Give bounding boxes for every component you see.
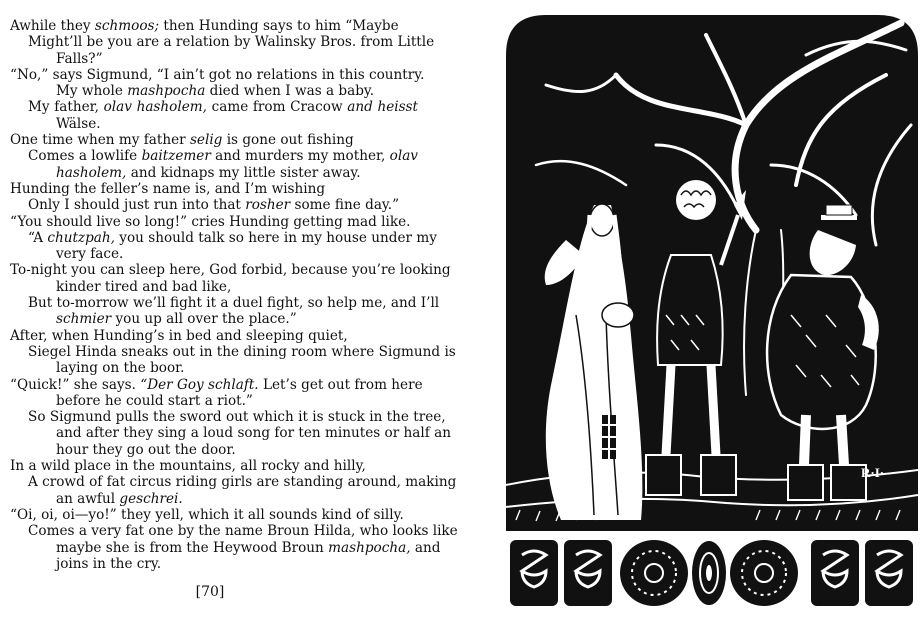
- poem-line: [10, 474, 457, 491]
- poem-line: [10, 83, 418, 99]
- text-segment: laying on the boor.: [56, 360, 185, 377]
- poem-line: [10, 523, 458, 540]
- text-segment: and: [410, 539, 441, 556]
- text-segment: “You should live so long!” cries Hunding getting mad like.: [10, 213, 411, 230]
- poem-line: [10, 507, 418, 523]
- poem-line: [10, 491, 418, 507]
- poem-line: [10, 409, 446, 426]
- poem-line: [10, 116, 418, 132]
- poem-line: [10, 197, 418, 213]
- text-segment: Let’s get out from here: [258, 376, 423, 393]
- poem-line: [10, 295, 440, 312]
- italic-phrase: schmoos;: [94, 18, 160, 34]
- text-segment: then Hunding says to him “Maybe: [159, 18, 399, 34]
- italic-phrase: selig: [189, 132, 223, 149]
- poem-line: [10, 229, 437, 246]
- text-segment: To-night you can sleep here, God forbid, because you’re looking: [10, 262, 451, 279]
- text-segment: and after they sing a loud song for ten minutes or half an: [56, 425, 451, 442]
- italic-phrase: olav: [389, 148, 418, 165]
- text-segment: Might’ll be you are a relation by Walinsky Bros. from Little: [28, 34, 435, 51]
- text-segment: maybe she is from the Heywood Broun: [56, 539, 329, 556]
- text-segment: joins in the cry.: [56, 555, 162, 572]
- poem-line: [10, 18, 418, 34]
- poem-line: [10, 279, 418, 295]
- text-segment: Only I should just run into that: [28, 197, 246, 214]
- text-segment: very face.: [56, 246, 124, 263]
- italic-phrase: mashpocha: [127, 83, 206, 100]
- text-segment: Awhile they: [10, 18, 95, 34]
- poem-line: [10, 132, 418, 148]
- poem-line: [10, 556, 418, 572]
- text-segment: A crowd of fat circus riding girls are standing around, making: [28, 474, 457, 491]
- poem-line: [10, 214, 418, 230]
- text-segment: and murders my mother,: [210, 148, 390, 165]
- text-segment: Comes a lowlife: [28, 148, 142, 165]
- text-segment: some fine day.”: [290, 197, 400, 214]
- poem-line: [10, 360, 418, 376]
- text-segment: before he could start a riot.”: [56, 392, 253, 409]
- ornament-border: [510, 540, 913, 606]
- poem-line: [10, 34, 435, 51]
- text-segment: So Sigmund pulls the sword out which it is stuck in the tree,: [28, 409, 446, 426]
- poem-line: [10, 66, 425, 83]
- text-segment: came from Cracow: [206, 99, 348, 116]
- poem-line: [10, 442, 418, 458]
- artist-signature: R·I·: [861, 465, 885, 480]
- text-segment: “Quick!” she says.: [10, 376, 141, 393]
- text-segment: and kidnaps my little sister away.: [126, 164, 361, 181]
- poem-line: [10, 393, 418, 409]
- text-segment: “A: [28, 229, 48, 246]
- illustration-svg: [506, 15, 918, 613]
- text-segment: Wälse.: [56, 115, 101, 132]
- italic-phrase: geschrei.: [119, 490, 183, 507]
- text-segment: died when I was a baby.: [205, 83, 375, 100]
- text-segment: you should talk so here in my house under my: [114, 229, 437, 246]
- poem-line: [10, 262, 451, 279]
- poem-line: [10, 311, 418, 327]
- text-segment: is gone out fishing: [222, 132, 354, 149]
- poem-line: [10, 328, 418, 344]
- italic-phrase: olav hasholem,: [103, 99, 207, 116]
- woodcut-illustration: [506, 15, 918, 613]
- page-number: [70]: [195, 584, 225, 600]
- italic-phrase: chutzpah,: [47, 229, 115, 246]
- poem-line: [10, 376, 423, 393]
- text-segment: My whole: [56, 83, 128, 100]
- italic-phrase: hasholem,: [56, 164, 127, 181]
- poem-line: [10, 539, 441, 556]
- italic-phrase: baitzemer: [141, 148, 211, 165]
- poem-line: [10, 425, 451, 442]
- text-segment: hour they go out the door.: [56, 441, 236, 458]
- text-segment: an awful: [56, 490, 120, 507]
- text-segment: After, when Hunding’s in bed and sleeping quiet,: [10, 327, 348, 344]
- poem-line: [10, 181, 418, 197]
- poem-line: [10, 343, 456, 360]
- text-segment: kinder tired and bad like,: [56, 278, 232, 295]
- italic-phrase: schmier: [56, 311, 112, 328]
- text-segment: Falls?”: [56, 50, 103, 67]
- text-segment: you up all over the place.”: [111, 311, 297, 328]
- italic-phrase: rosher: [245, 197, 291, 214]
- text-segment: But to-morrow we’ll fight it a duel fight, so help me, and I’ll: [28, 295, 440, 312]
- text-segment: My father,: [28, 99, 104, 116]
- text-segment: Hunding the feller’s name is, and I’m wishing: [10, 180, 326, 197]
- italic-phrase: mashpocha,: [328, 539, 411, 556]
- text-segment: Comes a very fat one by the name Broun Hilda, who looks like: [28, 523, 458, 540]
- text-segment: In a wild place in the mountains, all rocky and hilly,: [10, 458, 366, 475]
- text-segment: Siegel Hinda sneaks out in the dining room where Sigmund is: [28, 343, 456, 360]
- text-segment: One time when my father: [10, 132, 190, 149]
- italic-phrase: and heisst: [347, 99, 419, 116]
- poem-line: [10, 99, 418, 115]
- poem-line: [10, 148, 418, 164]
- text-segment: “No,” says Sigmund, “I ain’t got no relations in this country.: [10, 66, 425, 83]
- text-segment: “Oi, oi, oi—yo!” they yell, which it all sounds kind of silly.: [10, 506, 404, 523]
- poem-line: [10, 246, 418, 262]
- italic-phrase: “Der Goy schlaft.: [140, 376, 259, 393]
- poem-line: [10, 458, 418, 474]
- poem-page: [10, 18, 458, 572]
- poem-line: [10, 165, 418, 181]
- poem-line: [10, 51, 418, 67]
